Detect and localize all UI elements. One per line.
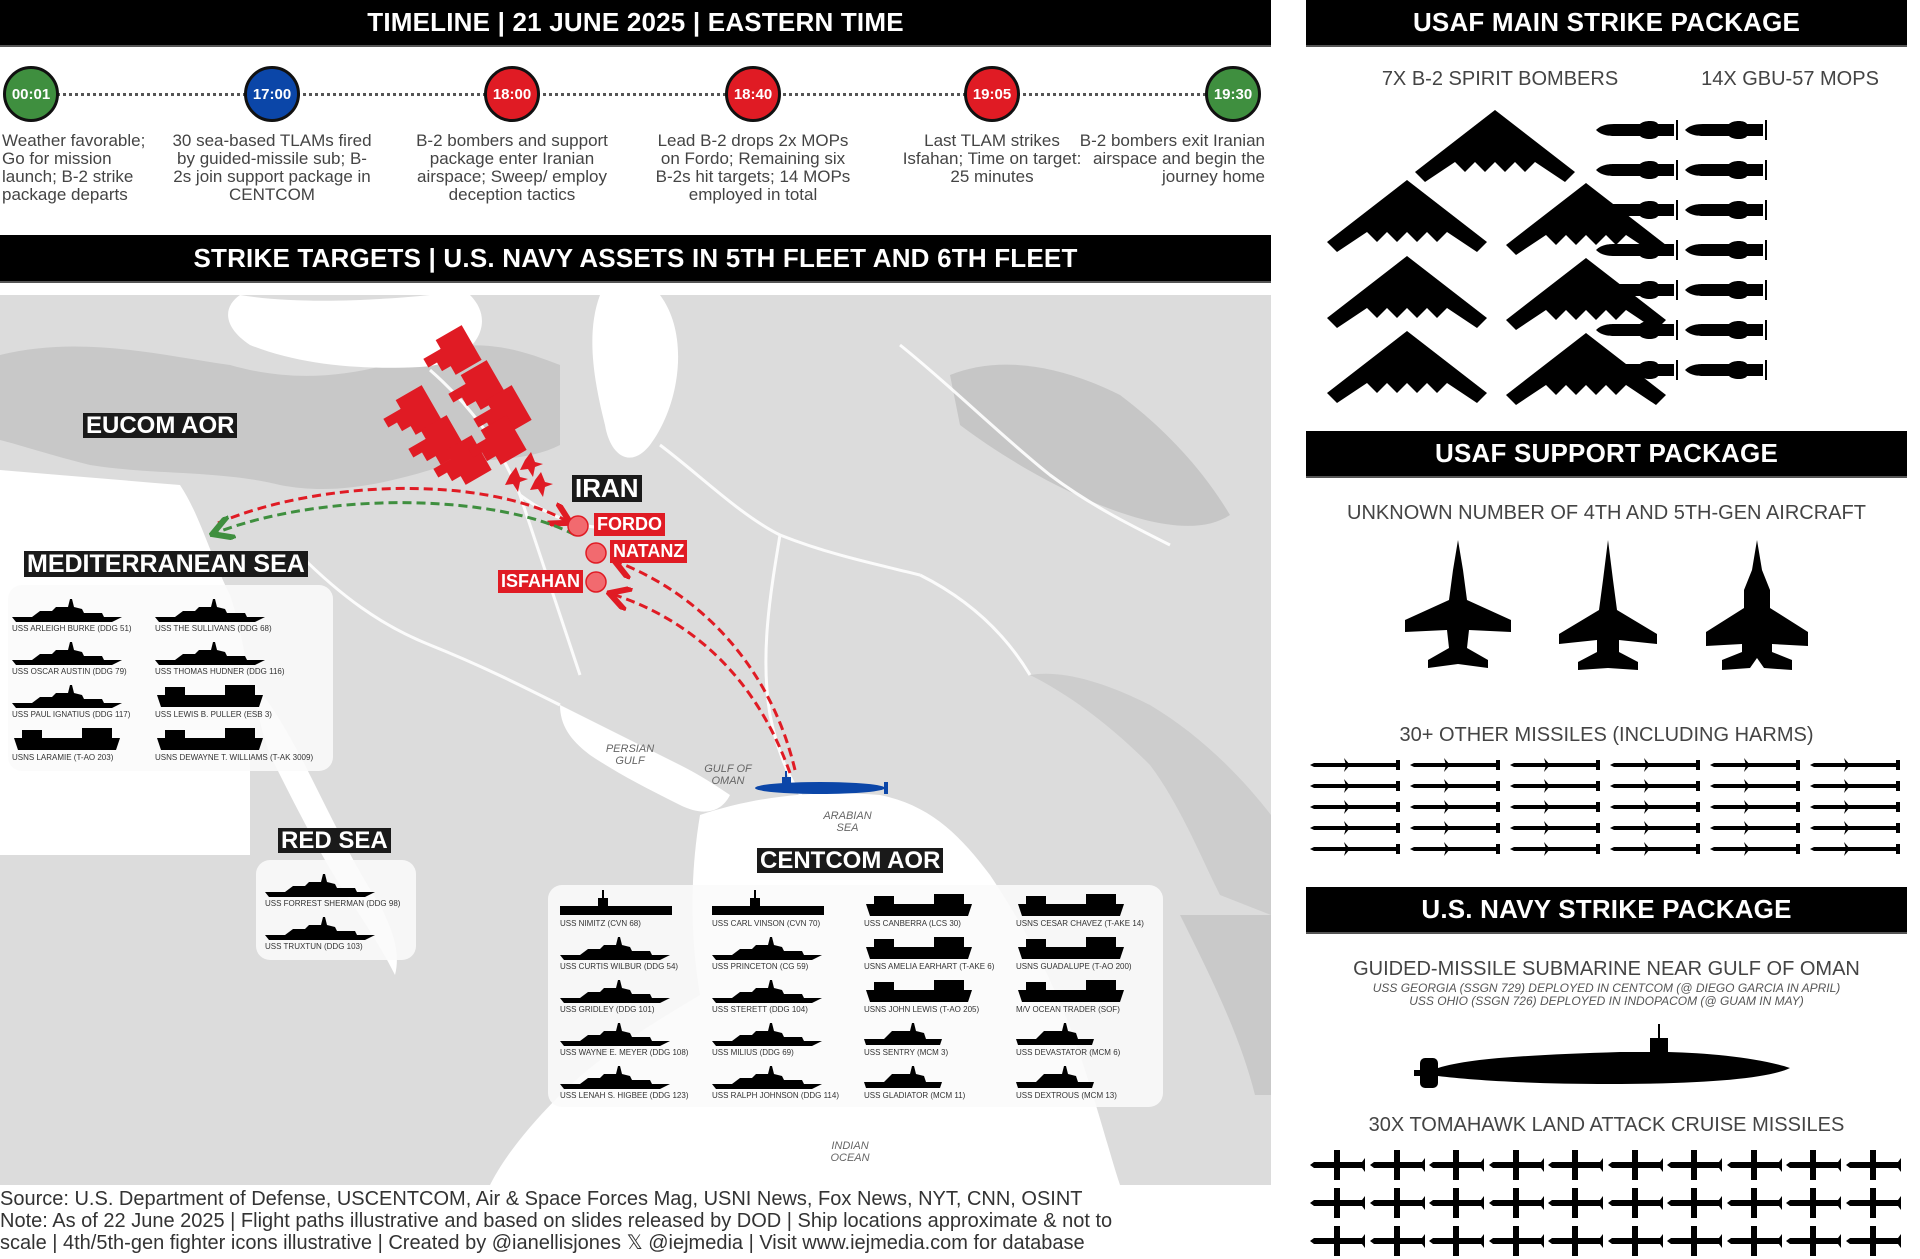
target-fordo: FORDO (594, 513, 665, 536)
ship-silhouette-icon (155, 638, 267, 666)
harm-missile-icon (1810, 758, 1902, 772)
ship-item (560, 890, 672, 928)
ship-item (155, 681, 272, 719)
ship-silhouette-icon (12, 595, 124, 623)
ship-item (560, 976, 672, 1014)
harm-missile-icon (1610, 821, 1702, 835)
tomahawk-missile-icon (1846, 1226, 1902, 1256)
harm-missile-icon (1410, 779, 1502, 793)
tomahawk-missile-icon (1489, 1150, 1545, 1180)
tlam-label: 30X TOMAHAWK LAND ATTACK CRUISE MISSILES (1368, 1114, 1845, 1136)
ship-item (1016, 933, 1132, 971)
ship-silhouette-icon (12, 638, 124, 666)
gbu57-mop-icon (1596, 160, 1680, 182)
timeline-node-0001: 00:01 (3, 66, 59, 122)
tomahawk-missile-icon (1548, 1188, 1604, 1218)
ship-name: USS STERETT (DDG 104) (712, 1005, 808, 1014)
harm-missile-icon (1310, 779, 1402, 793)
submarine-note-ohio: USS OHIO (SSGN 726) DEPLOYED IN INDOPACOM (@ GUAM IN MAY) (1409, 994, 1804, 1008)
tomahawk-missile-icon (1727, 1188, 1783, 1218)
timeline-description: Last TLAM strikes Isfahan; Time on target: 25 minutes (902, 131, 1082, 186)
ship-item (12, 724, 124, 762)
ship-silhouette-icon (560, 890, 672, 918)
harm-missile-icon (1510, 779, 1602, 793)
ship-name: USS LEWIS B. PULLER (ESB 3) (155, 710, 272, 719)
ship-silhouette-icon (712, 976, 824, 1004)
ship-item (712, 933, 824, 971)
ship-item (265, 913, 377, 951)
b2-bomber-icon (1415, 110, 1577, 184)
b2-bomber-icon (1327, 331, 1489, 405)
ship-silhouette-icon (1016, 976, 1128, 1004)
source-footer (0, 1188, 1272, 1254)
ship-silhouette-icon (864, 1062, 976, 1090)
eucom-aor-label: EUCOM AOR (83, 413, 237, 438)
ship-item (12, 595, 132, 633)
ship-name: USS SENTRY (MCM 3) (864, 1048, 949, 1057)
tomahawk-missile-icon (1608, 1226, 1664, 1256)
harm-missile-icon (1510, 842, 1602, 856)
gbu57-mop-icon (1685, 360, 1769, 382)
tomahawk-missile-icon (1846, 1188, 1902, 1218)
harm-missile-icon (1310, 800, 1402, 814)
harm-missile-icon (1810, 821, 1902, 835)
ship-item (12, 681, 130, 719)
usaf-support-header: USAF SUPPORT PACKAGE (1306, 431, 1907, 478)
submarine-note-georgia: USS GEORGIA (SSGN 729) DEPLOYED IN CENTCOM (@ DIEGO GARCIA IN APRIL) (1372, 981, 1841, 995)
ship-silhouette-icon (560, 1019, 672, 1047)
ship-item (864, 976, 979, 1014)
footer-credits: scale | 4th/5th-gen fighter icons illustrative | Created by @ianellisjones 𝕏 @iejmedia | Visit www.iejmedia.com for database (0, 1232, 1085, 1254)
harm-missile-icon (1610, 758, 1702, 772)
tomahawk-missile-icon (1310, 1188, 1366, 1218)
ship-item (712, 1019, 824, 1057)
ship-name: USS CURTIS WILBUR (DDG 54) (560, 962, 679, 971)
harm-missile-icon (1710, 758, 1802, 772)
ship-name: USS CARL VINSON (CVN 70) (712, 919, 821, 928)
tomahawk-missile-icon (1548, 1150, 1604, 1180)
timeline-description: B-2 bombers exit Iranian airspace and begin the journey home (1079, 131, 1265, 186)
gulf-of-oman-label: GULF OF OMAN (704, 763, 752, 787)
tomahawk-missile-icon (1667, 1188, 1723, 1218)
ship-silhouette-icon (1016, 1062, 1128, 1090)
timeline-description: 30 sea-based TLAMs fired by guided-missile sub; B-2s join support package in CENTCOM (172, 131, 372, 204)
timeline-header: TIMELINE | 21 JUNE 2025 | EASTERN TIME (0, 0, 1271, 47)
harm-missile-icon (1810, 779, 1902, 793)
ship-silhouette-icon (712, 1062, 824, 1090)
b2-bomber-icon (1327, 256, 1489, 330)
tomahawk-missile-icon (1429, 1188, 1485, 1218)
ship-name: USS CANBERRA (LCS 30) (864, 919, 961, 928)
harm-missile-icon (1810, 800, 1902, 814)
ship-name: USNS AMELIA EARHART (T-AKE 6) (864, 962, 995, 971)
ship-name: USNS LARAMIE (T-AO 203) (12, 753, 114, 762)
ship-name: USS WAYNE E. MEYER (DDG 108) (560, 1048, 689, 1057)
harm-missile-icon (1710, 779, 1802, 793)
gbu57-mop-icon (1685, 320, 1769, 342)
timeline-description: B-2 bombers and support package enter Iranian airspace; Sweep/ employ deception tactics (416, 131, 608, 204)
tomahawk-missile-icon (1429, 1150, 1485, 1180)
f16-icon (1553, 540, 1663, 672)
tomahawk-missile-icon (1786, 1226, 1842, 1256)
tomahawk-missile-icon (1370, 1188, 1426, 1218)
tomahawk-missile-icon (1489, 1226, 1545, 1256)
tomahawk-missile-icon (1786, 1188, 1842, 1218)
aircraft-label: UNKNOWN NUMBER OF 4TH AND 5TH-GEN AIRCRAFT (1347, 502, 1866, 524)
ship-item (712, 1062, 839, 1100)
iran-label: IRAN (572, 475, 642, 502)
indian-ocean-label: INDIAN OCEAN (830, 1140, 870, 1164)
ship-silhouette-icon (1016, 933, 1128, 961)
ship-item (560, 933, 678, 971)
ship-silhouette-icon (12, 681, 124, 709)
tomahawk-missile-icon (1667, 1226, 1723, 1256)
harm-missile-icon (1310, 842, 1402, 856)
timeline-node-1930: 19:30 (1205, 66, 1261, 122)
timeline-dotted-line (40, 93, 1230, 96)
tomahawk-missile-icon (1310, 1150, 1366, 1180)
ship-silhouette-icon (265, 870, 377, 898)
tomahawk-missile-icon (1548, 1226, 1604, 1256)
footer-note: Note: As of 22 June 2025 | Flight paths illustrative and based on slides released by DOD | Ship locations approximate & not to (0, 1210, 1113, 1232)
tomahawk-missile-icon (1846, 1150, 1902, 1180)
gbu57-mop-icon (1596, 280, 1680, 302)
ship-silhouette-icon (560, 933, 672, 961)
timeline-node-1700: 17:00 (244, 66, 300, 122)
harm-missile-icon (1410, 800, 1502, 814)
ship-name: USS TRUXTUN (DDG 103) (265, 942, 363, 951)
ship-name: USS GRIDLEY (DDG 101) (560, 1005, 655, 1014)
timeline-node-1840: 18:40 (725, 66, 781, 122)
gbu57-mop-icon (1596, 320, 1680, 342)
ship-name: USS OSCAR AUSTIN (DDG 79) (12, 667, 127, 676)
gbu57-mop-icon (1596, 200, 1680, 222)
arabian-sea-label: ARABIAN SEA (823, 810, 872, 834)
timeline-description: Lead B-2 drops 2x MOPs on Fordo; Remaining six B-2s hit targets; 14 MOPs employed in total (655, 131, 851, 204)
ship-item (155, 724, 313, 762)
timeline-node-1800: 18:00 (484, 66, 540, 122)
ship-item (712, 976, 824, 1014)
tomahawk-missile-icon (1727, 1226, 1783, 1256)
tomahawk-missile-icon (1310, 1226, 1366, 1256)
submarine-icon (1410, 1020, 1800, 1095)
ship-item (560, 1019, 688, 1057)
tomahawk-missile-icon (1489, 1188, 1545, 1218)
mops-label: 14X GBU-57 MOPS (1701, 68, 1879, 90)
ship-item (12, 638, 127, 676)
ship-name: USS DEVASTATOR (MCM 6) (1016, 1048, 1121, 1057)
ship-item (560, 1062, 688, 1100)
ship-silhouette-icon (1016, 1019, 1128, 1047)
ship-item (864, 933, 994, 971)
ship-item (155, 595, 272, 633)
harm-missile-icon (1310, 821, 1402, 835)
target-natanz: NATANZ (610, 540, 687, 563)
ship-item (712, 890, 824, 928)
ship-silhouette-icon (712, 933, 824, 961)
gbu57-mop-icon (1685, 200, 1769, 222)
tomahawk-missile-icon (1608, 1150, 1664, 1180)
mediterranean-sea-label: MEDITERRANEAN SEA (24, 551, 308, 577)
ship-name: USS DEXTROUS (MCM 13) (1016, 1091, 1117, 1100)
ship-name: USS MILIUS (DDG 69) (712, 1048, 794, 1057)
ship-silhouette-icon (12, 724, 124, 752)
tomahawk-missile-icon (1727, 1150, 1783, 1180)
ship-name: USS NIMITZ (CVN 68) (560, 919, 641, 928)
ship-silhouette-icon (864, 976, 976, 1004)
harm-missile-icon (1710, 821, 1802, 835)
ship-name: USS THE SULLIVANS (DDG 68) (155, 624, 272, 633)
ship-name: USS LENAH S. HIGBEE (DDG 123) (560, 1091, 689, 1100)
harm-missile-icon (1510, 758, 1602, 772)
f35-icon (1702, 540, 1812, 672)
ship-silhouette-icon (155, 724, 267, 752)
tomahawk-missile-icon (1429, 1226, 1485, 1256)
ship-item (864, 1019, 976, 1057)
ship-name: USS RALPH JOHNSON (DDG 114) (712, 1091, 839, 1100)
tomahawk-missile-icon (1370, 1150, 1426, 1180)
gbu57-mop-icon (1596, 120, 1680, 142)
ea18g-icon (1403, 540, 1513, 672)
tomahawk-missile-icon (1608, 1188, 1664, 1218)
centcom-aor-label: CENTCOM AOR (757, 848, 943, 873)
ship-silhouette-icon (712, 890, 824, 918)
ship-silhouette-icon (560, 976, 672, 1004)
tomahawk-missile-icon (1667, 1150, 1723, 1180)
gbu57-mop-icon (1596, 360, 1680, 382)
harm-missile-icon (1410, 842, 1502, 856)
ship-silhouette-icon (864, 1019, 976, 1047)
harm-missile-icon (1610, 842, 1702, 856)
ship-name: USNS CESAR CHAVEZ (T-AKE 14) (1016, 919, 1144, 928)
gbu57-mop-icon (1685, 120, 1769, 142)
harm-missile-icon (1610, 779, 1702, 793)
ship-name: M/V OCEAN TRADER (SOF) (1016, 1005, 1120, 1014)
ship-item (1016, 1019, 1128, 1057)
ship-item (1016, 976, 1128, 1014)
harm-missile-icon (1510, 800, 1602, 814)
submarine-label: GUIDED-MISSILE SUBMARINE NEAR GULF OF OMAN (1353, 958, 1860, 980)
harm-missile-icon (1710, 842, 1802, 856)
usaf-main-header: USAF MAIN STRIKE PACKAGE (1306, 0, 1907, 47)
ship-silhouette-icon (560, 1062, 672, 1090)
ship-item (155, 638, 285, 676)
tomahawk-missile-icon (1786, 1150, 1842, 1180)
harm-missile-icon (1510, 821, 1602, 835)
gbu57-mop-icon (1685, 280, 1769, 302)
ship-name: USS PAUL IGNATIUS (DDG 117) (12, 710, 131, 719)
ship-silhouette-icon (864, 890, 976, 918)
ship-silhouette-icon (265, 913, 377, 941)
strike-targets-header: STRIKE TARGETS | U.S. NAVY ASSETS IN 5TH FLEET AND 6TH FLEET (0, 235, 1271, 283)
ship-item (1016, 1062, 1128, 1100)
ship-name: USS PRINCETON (CG 59) (712, 962, 809, 971)
ship-item (864, 890, 976, 928)
harm-missile-icon (1310, 758, 1402, 772)
other-missiles-label: 30+ OTHER MISSILES (INCLUDING HARMS) (1399, 724, 1814, 746)
ship-silhouette-icon (1016, 890, 1128, 918)
ship-name: USS GLADIATOR (MCM 11) (864, 1091, 966, 1100)
ship-item (265, 870, 400, 908)
target-isfahan: ISFAHAN (498, 570, 583, 593)
ship-name: USNS GUADALUPE (T-AO 200) (1016, 962, 1132, 971)
gbu57-mop-icon (1596, 240, 1680, 262)
b2-bomber-icon (1327, 180, 1489, 254)
tomahawk-missile-icon (1370, 1226, 1426, 1256)
ship-silhouette-icon (155, 681, 267, 709)
timeline-description: Weather favorable; Go for mission launch; B-2 strike package departs (2, 131, 146, 204)
ship-item (864, 1062, 976, 1100)
ship-name: USS THOMAS HUDNER (DDG 116) (155, 667, 285, 676)
timeline-node-1905: 19:05 (964, 66, 1020, 122)
ship-name: USNS JOHN LEWIS (T-AO 205) (864, 1005, 980, 1014)
bombers-label: 7X B-2 SPIRIT BOMBERS (1381, 68, 1619, 90)
ship-silhouette-icon (712, 1019, 824, 1047)
harm-missile-icon (1410, 758, 1502, 772)
harm-missile-icon (1610, 800, 1702, 814)
red-sea-label: RED SEA (278, 828, 391, 853)
ship-name: USS FORREST SHERMAN (DDG 98) (265, 899, 401, 908)
ship-silhouette-icon (155, 595, 267, 623)
footer-source: Source: U.S. Department of Defense, USCENTCOM, Air & Space Forces Mag, USNI News, Fox News, NYT, CNN, OSINT (0, 1188, 1083, 1210)
strike-map (0, 295, 1271, 1185)
harm-missile-icon (1810, 842, 1902, 856)
harm-missile-icon (1410, 821, 1502, 835)
ship-name: USNS DEWAYNE T. WILLIAMS (T-AK 3009) (155, 753, 314, 762)
harm-missile-icon (1710, 800, 1802, 814)
gbu57-mop-icon (1685, 240, 1769, 262)
navy-strike-header: U.S. NAVY STRIKE PACKAGE (1306, 887, 1907, 934)
ship-name: USS ARLEIGH BURKE (DDG 51) (12, 624, 132, 633)
ship-item (1016, 890, 1144, 928)
ship-silhouette-icon (864, 933, 976, 961)
persian-gulf-label: PERSIAN GULF (605, 743, 655, 767)
gbu57-mop-icon (1685, 160, 1769, 182)
